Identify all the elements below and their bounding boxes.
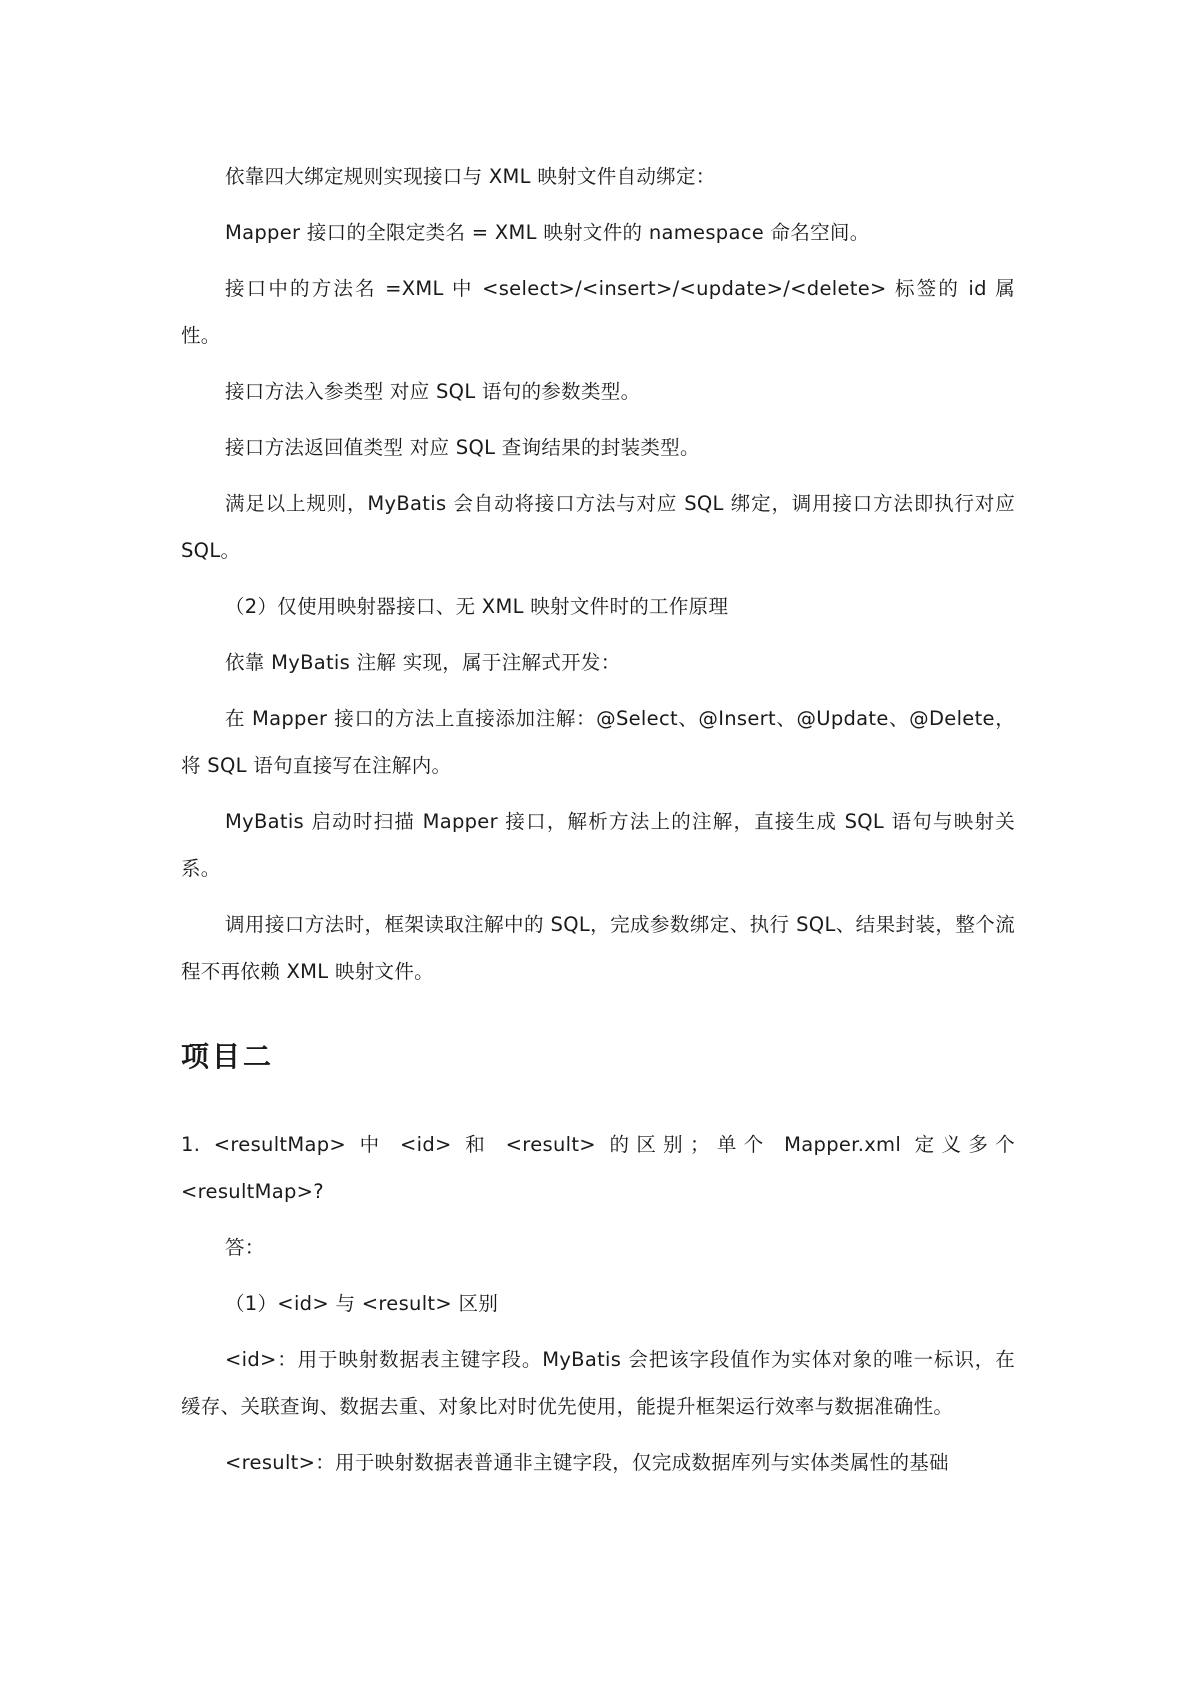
paragraph-annotation-invoke: 调用接口方法时，框架读取注解中的 SQL，完成参数绑定、执行 SQL、结果封装，整个流程不再依赖 XML 映射文件。 [181, 913, 1015, 983]
paragraph-param-type-rule: 接口方法入参类型 对应 SQL 语句的参数类型。 [225, 380, 641, 403]
paragraph-answer-label: 答： [225, 1236, 265, 1259]
paragraph-auto-binding: 满足以上规则，MyBatis 会自动将接口方法与对应 SQL 绑定，调用接口方法即执行对应 SQL。 [181, 492, 1015, 562]
document-body [181, 153, 1015, 1495]
paragraph-subheading-id-result: （1）<id> 与 <result> 区别 [225, 1292, 499, 1315]
question-text: 1. <resultMap> 中 <id> 和 <result> 的区别；单个 Mapper.xml 定义多个 <resultMap>? [181, 1133, 1015, 1203]
paragraph-id-description: <id>：用于映射数据表主键字段。MyBatis 会把该字段值作为实体对象的唯一标识，在缓存、关联查询、数据去重、对象比对时优先使用，能提升框架运行效率与数据准确性。 [181, 1348, 1015, 1418]
paragraph-result-description: <result>：用于映射数据表普通非主键字段，仅完成数据库列与实体类属性的基础 [225, 1451, 949, 1474]
section-heading: 项目二 [181, 1040, 275, 1073]
paragraph-annotation-intro: 依靠 MyBatis 注解 实现，属于注解式开发： [225, 651, 621, 674]
paragraph-subheading-annotation-mode: （2）仅使用映射器接口、无 XML 映射文件时的工作原理 [225, 595, 729, 618]
paragraph-method-name-rule: 接口中的方法名 =XML 中 <select>/<insert>/<update>/<delete> 标签的 id 属性。 [181, 277, 1015, 347]
paragraph-annotation-scan: MyBatis 启动时扫描 Mapper 接口，解析方法上的注解，直接生成 SQL 语句与映射关系。 [181, 810, 1015, 880]
paragraph-binding-rules-intro: 依靠四大绑定规则实现接口与 XML 映射文件自动绑定： [225, 165, 716, 188]
paragraph-return-type-rule: 接口方法返回值类型 对应 SQL 查询结果的封装类型。 [225, 436, 700, 459]
paragraph-annotation-usage: 在 Mapper 接口的方法上直接添加注解：@Select、@Insert、@Update、@Delete，将 SQL 语句直接写在注解内。 [181, 707, 1015, 777]
paragraph-namespace-rule: Mapper 接口的全限定类名 = XML 映射文件的 namespace 命名空间。 [225, 221, 870, 244]
